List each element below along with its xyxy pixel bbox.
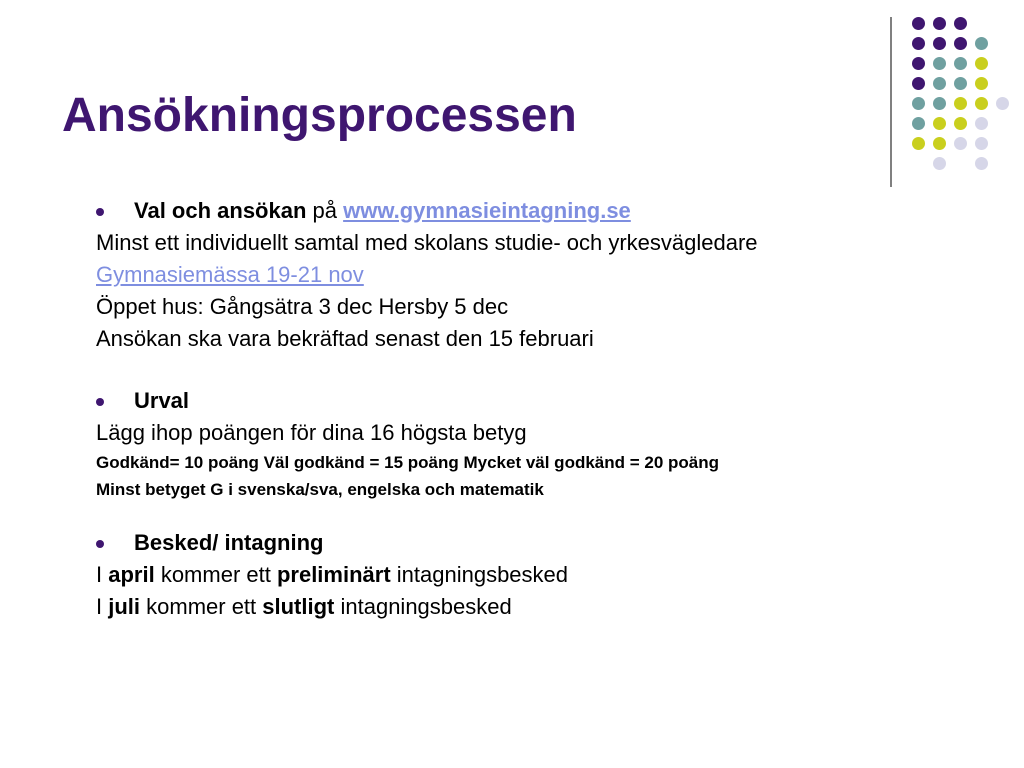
text-part: I bbox=[96, 594, 109, 619]
decorative-dot bbox=[912, 57, 925, 70]
requirements-line: Minst betyget G i svenska/sva, engelska och matematik bbox=[96, 480, 544, 499]
decorative-dot bbox=[954, 37, 967, 50]
decorative-dot bbox=[975, 137, 988, 150]
decorative-dot bbox=[912, 77, 925, 90]
text-line: Lägg ihop poängen för dina 16 högsta betyg bbox=[96, 420, 527, 445]
decorative-dot bbox=[954, 77, 967, 90]
decorative-dot bbox=[975, 157, 988, 170]
decorative-dot bbox=[975, 117, 988, 130]
decorative-dot bbox=[912, 117, 925, 130]
decorative-dot bbox=[933, 77, 946, 90]
decorative-dot bbox=[954, 117, 967, 130]
bullet-heading: Val och ansökan bbox=[134, 198, 307, 223]
text-line bbox=[96, 259, 996, 291]
text-part: intagningsbesked bbox=[390, 562, 569, 587]
text-line: Öppet hus: Gångsätra 3 dec Hersby 5 dec bbox=[96, 294, 509, 319]
decorative-dot bbox=[912, 37, 925, 50]
divider-line bbox=[890, 17, 892, 187]
bullet-urval bbox=[96, 385, 996, 417]
slide-title: Ansökningsprocessen bbox=[62, 89, 577, 142]
bullet-besked-intagning bbox=[96, 527, 996, 559]
text-part: kommer ett bbox=[140, 594, 263, 619]
slide-content bbox=[96, 195, 996, 623]
bullet-connector: på bbox=[306, 198, 344, 223]
bullet-heading: Besked/ intagning bbox=[134, 530, 324, 555]
decorative-dot bbox=[975, 37, 988, 50]
bullet-text bbox=[134, 198, 631, 223]
bullet-icon bbox=[96, 398, 104, 406]
decorative-dot bbox=[933, 117, 946, 130]
text-line: Ansökan ska vara bekräftad senast den 15 februari bbox=[96, 326, 594, 351]
text-part: I bbox=[96, 562, 109, 587]
decorative-dot bbox=[912, 17, 925, 30]
decorative-dot bbox=[933, 17, 946, 30]
decorative-dot bbox=[933, 137, 946, 150]
status-label: preliminärt bbox=[276, 562, 391, 587]
points-line: Godkänd= 10 poäng Väl godkänd = 15 poäng Mycket väl godkänd = 20 poäng bbox=[96, 453, 720, 472]
decorative-dot bbox=[996, 97, 1009, 110]
decorative-dot bbox=[933, 37, 946, 50]
decorative-dot bbox=[954, 17, 967, 30]
decorative-dot bbox=[912, 137, 925, 150]
text-line: Minst ett individuellt samtal med skolans studie- och yrkesvägledare bbox=[96, 230, 758, 255]
spacer bbox=[96, 503, 996, 527]
decorative-dot bbox=[975, 97, 988, 110]
gymnasiemassa-link[interactable]: Gymnasiemässa 19-21 nov bbox=[96, 262, 364, 287]
text-part: kommer ett bbox=[154, 562, 277, 587]
bullet-heading: Urval bbox=[134, 388, 190, 413]
decorative-dot bbox=[933, 157, 946, 170]
decorative-dot bbox=[933, 57, 946, 70]
bullet-icon bbox=[96, 540, 104, 548]
bullet-val-och-ansokan bbox=[96, 195, 996, 227]
decorative-dot bbox=[954, 137, 967, 150]
text-line bbox=[96, 591, 996, 623]
gymnasieintagning-link[interactable]: www.gymnasieintagning.se bbox=[343, 198, 631, 223]
text-line bbox=[96, 559, 996, 591]
decorative-dot bbox=[933, 97, 946, 110]
month-label: april bbox=[108, 562, 155, 587]
decorative-dot bbox=[975, 77, 988, 90]
decorative-dot bbox=[975, 57, 988, 70]
status-label: slutligt bbox=[262, 594, 335, 619]
bullet-icon bbox=[96, 208, 104, 216]
month-label: juli bbox=[108, 594, 141, 619]
decorative-dot bbox=[912, 97, 925, 110]
text-part: intagningsbesked bbox=[334, 594, 512, 619]
decorative-dot bbox=[954, 57, 967, 70]
spacer bbox=[96, 355, 996, 385]
decorative-dot bbox=[954, 97, 967, 110]
